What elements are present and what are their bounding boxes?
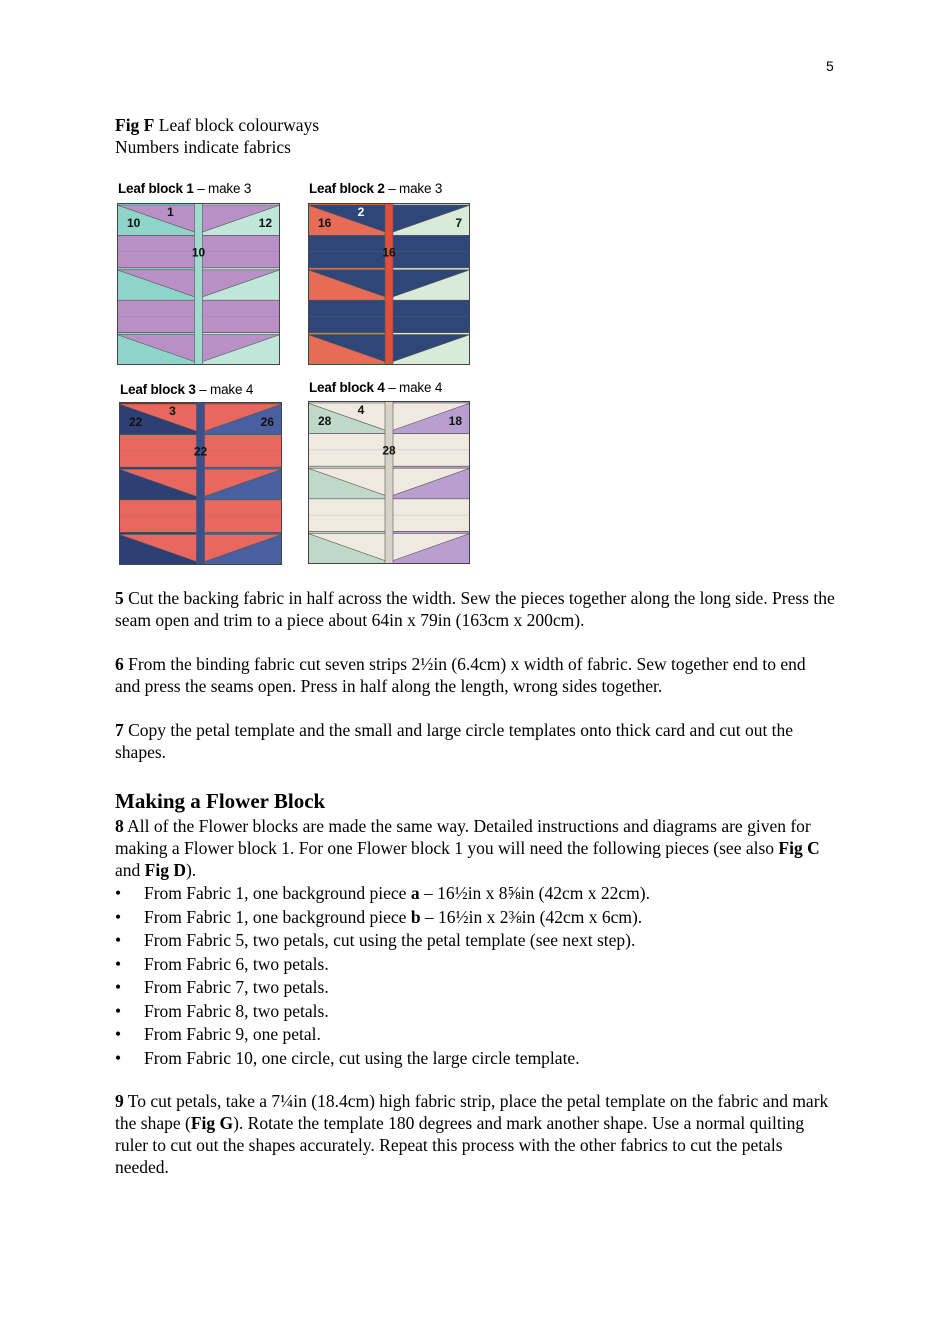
fabric-number-left: 16 xyxy=(318,216,332,230)
list-item: • From Fabric 1, one background piece a – 16½in x 8⅝in (42cm x 22cm). xyxy=(115,883,650,903)
step-9: 9 To cut petals, take a 7¼in (18.4cm) high fabric strip, place the petal template on the fabric and mark the shape (Fig G). Rotate the template 180 degrees and mark another shape. Use a normal quilting ruler to cut out the shapes accurately. Repeat this process with the other fabrics to cut the petals needed. xyxy=(115,1091,829,1177)
list-item: • From Fabric 1, one background piece b – 16½in x 2⅜in (42cm x 6cm). xyxy=(115,906,643,927)
section-heading: Making a Flower Block xyxy=(115,789,326,813)
leaf-block-figure xyxy=(115,178,475,570)
block-4-label: Leaf block 4 – make 4 xyxy=(309,380,443,395)
fabric-number-left: 10 xyxy=(127,216,141,230)
leaf-stem xyxy=(197,402,205,565)
step-5: 5 Cut the backing fabric in half across the width. Sew the pieces together along the long side. Press the seam open and trim to a piece about 64in x 79in (163cm x 200cm). xyxy=(115,588,835,630)
leaf-stem xyxy=(385,203,393,365)
fabric-list xyxy=(115,882,835,1070)
step-6: 6 From the binding fabric cut seven strips 2½in (6.4cm) x width of fabric. Sew together end to end and press the seams open. Press in half along the length, wrong sides together. xyxy=(115,654,806,696)
leaf-block-4-diagram xyxy=(308,401,470,564)
leaf-stem xyxy=(195,203,203,365)
fabric-number-right: 26 xyxy=(260,415,274,429)
block-1-label: Leaf block 1 – make 3 xyxy=(118,181,252,196)
figure-caption xyxy=(115,114,319,158)
block-3-label: Leaf block 3 – make 4 xyxy=(120,382,254,397)
list-item: • From Fabric 10, one circle, cut using the large circle template. xyxy=(115,1047,580,1068)
fabric-number-center: 10 xyxy=(191,245,206,260)
list-item: • From Fabric 8, two petals. xyxy=(115,1000,329,1021)
step-8: 8 All of the Flower blocks are made the same way. Detailed instructions and diagrams are given for making a Flower block 1. For one Flower block 1 you will need the following pieces (see also Fig C and Fig D). xyxy=(115,816,820,880)
leaf-block-1-diagram xyxy=(117,203,280,365)
fabric-number-center: 28 xyxy=(382,443,396,458)
fabric-number-left: 28 xyxy=(318,414,332,428)
fabric-number-center: 16 xyxy=(382,245,396,260)
fabric-number-left: 22 xyxy=(129,415,143,429)
fabric-number-center: 22 xyxy=(193,444,208,459)
fabric-number-right: 18 xyxy=(448,414,462,428)
fabric-number-right: 12 xyxy=(258,216,272,230)
fabric-number-top: 3 xyxy=(169,404,176,418)
list-item: • From Fabric 7, two petals. xyxy=(115,977,329,997)
fabric-number-top: 1 xyxy=(167,205,174,219)
list-item: • From Fabric 9, one petal. xyxy=(115,1024,321,1044)
block-2-label: Leaf block 2 – make 3 xyxy=(309,181,443,196)
figure-subtitle: Numbers indicate fabrics xyxy=(115,137,291,157)
leaf-block-2-diagram xyxy=(308,203,470,365)
leaf-stem xyxy=(385,401,393,564)
fabric-number-right: 7 xyxy=(455,216,462,230)
page-number: 5 xyxy=(826,58,834,74)
fabric-number-top: 2 xyxy=(357,205,365,219)
fabric-number-top: 4 xyxy=(357,403,365,417)
step-7: 7 Copy the petal template and the small and large circle templates onto thick card and cut out the shapes. xyxy=(115,720,794,762)
list-item: • From Fabric 5, two petals, cut using the petal template (see next step). xyxy=(115,930,636,950)
leaf-block-3-diagram xyxy=(119,402,282,565)
figure-title: Leaf block colourways xyxy=(158,115,320,135)
figure-label: Fig F xyxy=(115,115,155,135)
list-item: • From Fabric 6, two petals. xyxy=(115,953,329,974)
